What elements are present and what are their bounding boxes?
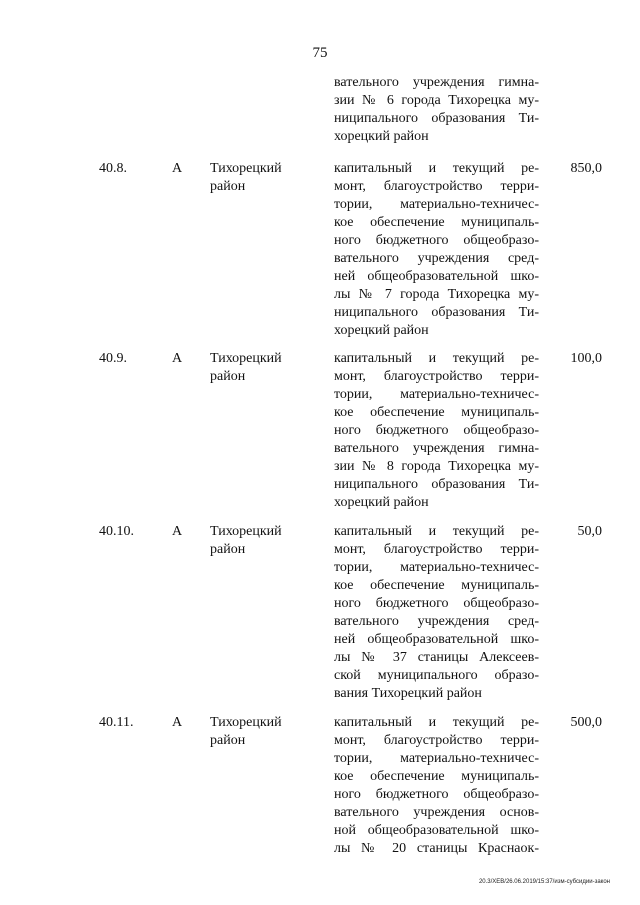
- district-line: Тихорецкий: [210, 524, 282, 539]
- description-line: лы № 37 станицы Алексеев-: [334, 650, 539, 665]
- district-line: район: [210, 369, 246, 384]
- row-number: 40.9.: [99, 351, 127, 366]
- description-line: капитальный и текущий ре-: [334, 351, 539, 366]
- description-line: ного бюджетного общеобразо-: [334, 596, 539, 611]
- row-category: А: [172, 715, 183, 730]
- row-category: А: [172, 161, 183, 176]
- row-district: [210, 523, 320, 559]
- description-line: тории, материально-техничес-: [334, 197, 539, 212]
- row-category: А: [172, 524, 183, 539]
- description-line: вательного учреждения сред-: [334, 251, 539, 266]
- description-line: ной общеобразовательной шко-: [334, 823, 539, 838]
- description-line: ного бюджетного общеобразо-: [334, 233, 539, 248]
- row-description: [334, 714, 539, 858]
- description-line: кое обеспечение муниципаль-: [334, 215, 539, 230]
- description-line: капитальный и текущий ре-: [334, 161, 539, 176]
- description-line: ного бюджетного общеобразо-: [334, 423, 539, 438]
- description-line: ней общеобразовательной шко-: [334, 632, 539, 647]
- row-amount: 500,0: [570, 715, 602, 730]
- description-line: монт, благоустройство терри-: [334, 179, 539, 194]
- description-line: капитальный и текущий ре-: [334, 524, 539, 539]
- description-line: ской муниципального образо-: [334, 668, 539, 683]
- district-line: район: [210, 542, 246, 557]
- description-line: вательного учреждения основ-: [334, 805, 539, 820]
- district-line: Тихорецкий: [210, 715, 282, 730]
- description-line: ней общеобразовательной шко-: [334, 269, 539, 284]
- row-number: 40.11.: [99, 715, 134, 730]
- description-line: тории, материально-техничес-: [334, 387, 539, 402]
- description-line: ниципального образования Ти-: [334, 477, 539, 492]
- district-line: район: [210, 179, 246, 194]
- row-description: [334, 350, 539, 512]
- row-number: 40.8.: [99, 161, 127, 176]
- description-line: ного бюджетного общеобразо-: [334, 787, 539, 802]
- continuation-line: зии № 6 города Тихорецка му-: [334, 93, 539, 108]
- description-line: монт, благоустройство терри-: [334, 369, 539, 384]
- continuation-line: хорецкий район: [334, 129, 429, 144]
- row-category: А: [172, 351, 183, 366]
- row-description: [334, 160, 539, 340]
- description-line: вания Тихорецкий район: [334, 686, 482, 701]
- description-line: кое обеспечение муниципаль-: [334, 769, 539, 784]
- description-line: монт, благоустройство терри-: [334, 542, 539, 557]
- description-line: хорецкий район: [334, 323, 429, 338]
- district-line: Тихорецкий: [210, 351, 282, 366]
- row-district: [210, 350, 320, 386]
- description-line: тории, материально-техничес-: [334, 751, 539, 766]
- continuation-line: ниципального образования Ти-: [334, 111, 539, 126]
- description-line: монт, благоустройство терри-: [334, 733, 539, 748]
- description-line: ниципального образования Ти-: [334, 305, 539, 320]
- district-line: район: [210, 733, 246, 748]
- description-line: кое обеспечение муниципаль-: [334, 405, 539, 420]
- row-district: [210, 714, 320, 750]
- description-line: лы № 7 города Тихорецка му-: [334, 287, 539, 302]
- row-amount: 100,0: [570, 351, 602, 366]
- description-line: хорецкий район: [334, 495, 429, 510]
- description-line: вательного учреждения гимна-: [334, 441, 539, 456]
- row-number: 40.10.: [99, 524, 134, 539]
- page-number: 75: [312, 45, 328, 61]
- row-description: [334, 523, 539, 703]
- document-footer-code: 20.3/ХЕВ/26.06.2019/15:37/изм-субсидии-закон: [478, 879, 610, 885]
- district-line: Тихорецкий: [210, 161, 282, 176]
- description-line: лы № 20 станицы Краснаок-: [334, 841, 539, 856]
- continuation-text: [334, 74, 539, 146]
- description-line: зии № 8 города Тихорецка му-: [334, 459, 539, 474]
- description-line: капитальный и текущий ре-: [334, 715, 539, 730]
- description-line: кое обеспечение муниципаль-: [334, 578, 539, 593]
- description-line: вательного учреждения сред-: [334, 614, 539, 629]
- description-line: тории, материально-техничес-: [334, 560, 539, 575]
- continuation-line: вательного учреждения гимна-: [334, 75, 539, 90]
- row-amount: 50,0: [577, 524, 602, 539]
- row-amount: 850,0: [570, 161, 602, 176]
- row-district: [210, 160, 320, 196]
